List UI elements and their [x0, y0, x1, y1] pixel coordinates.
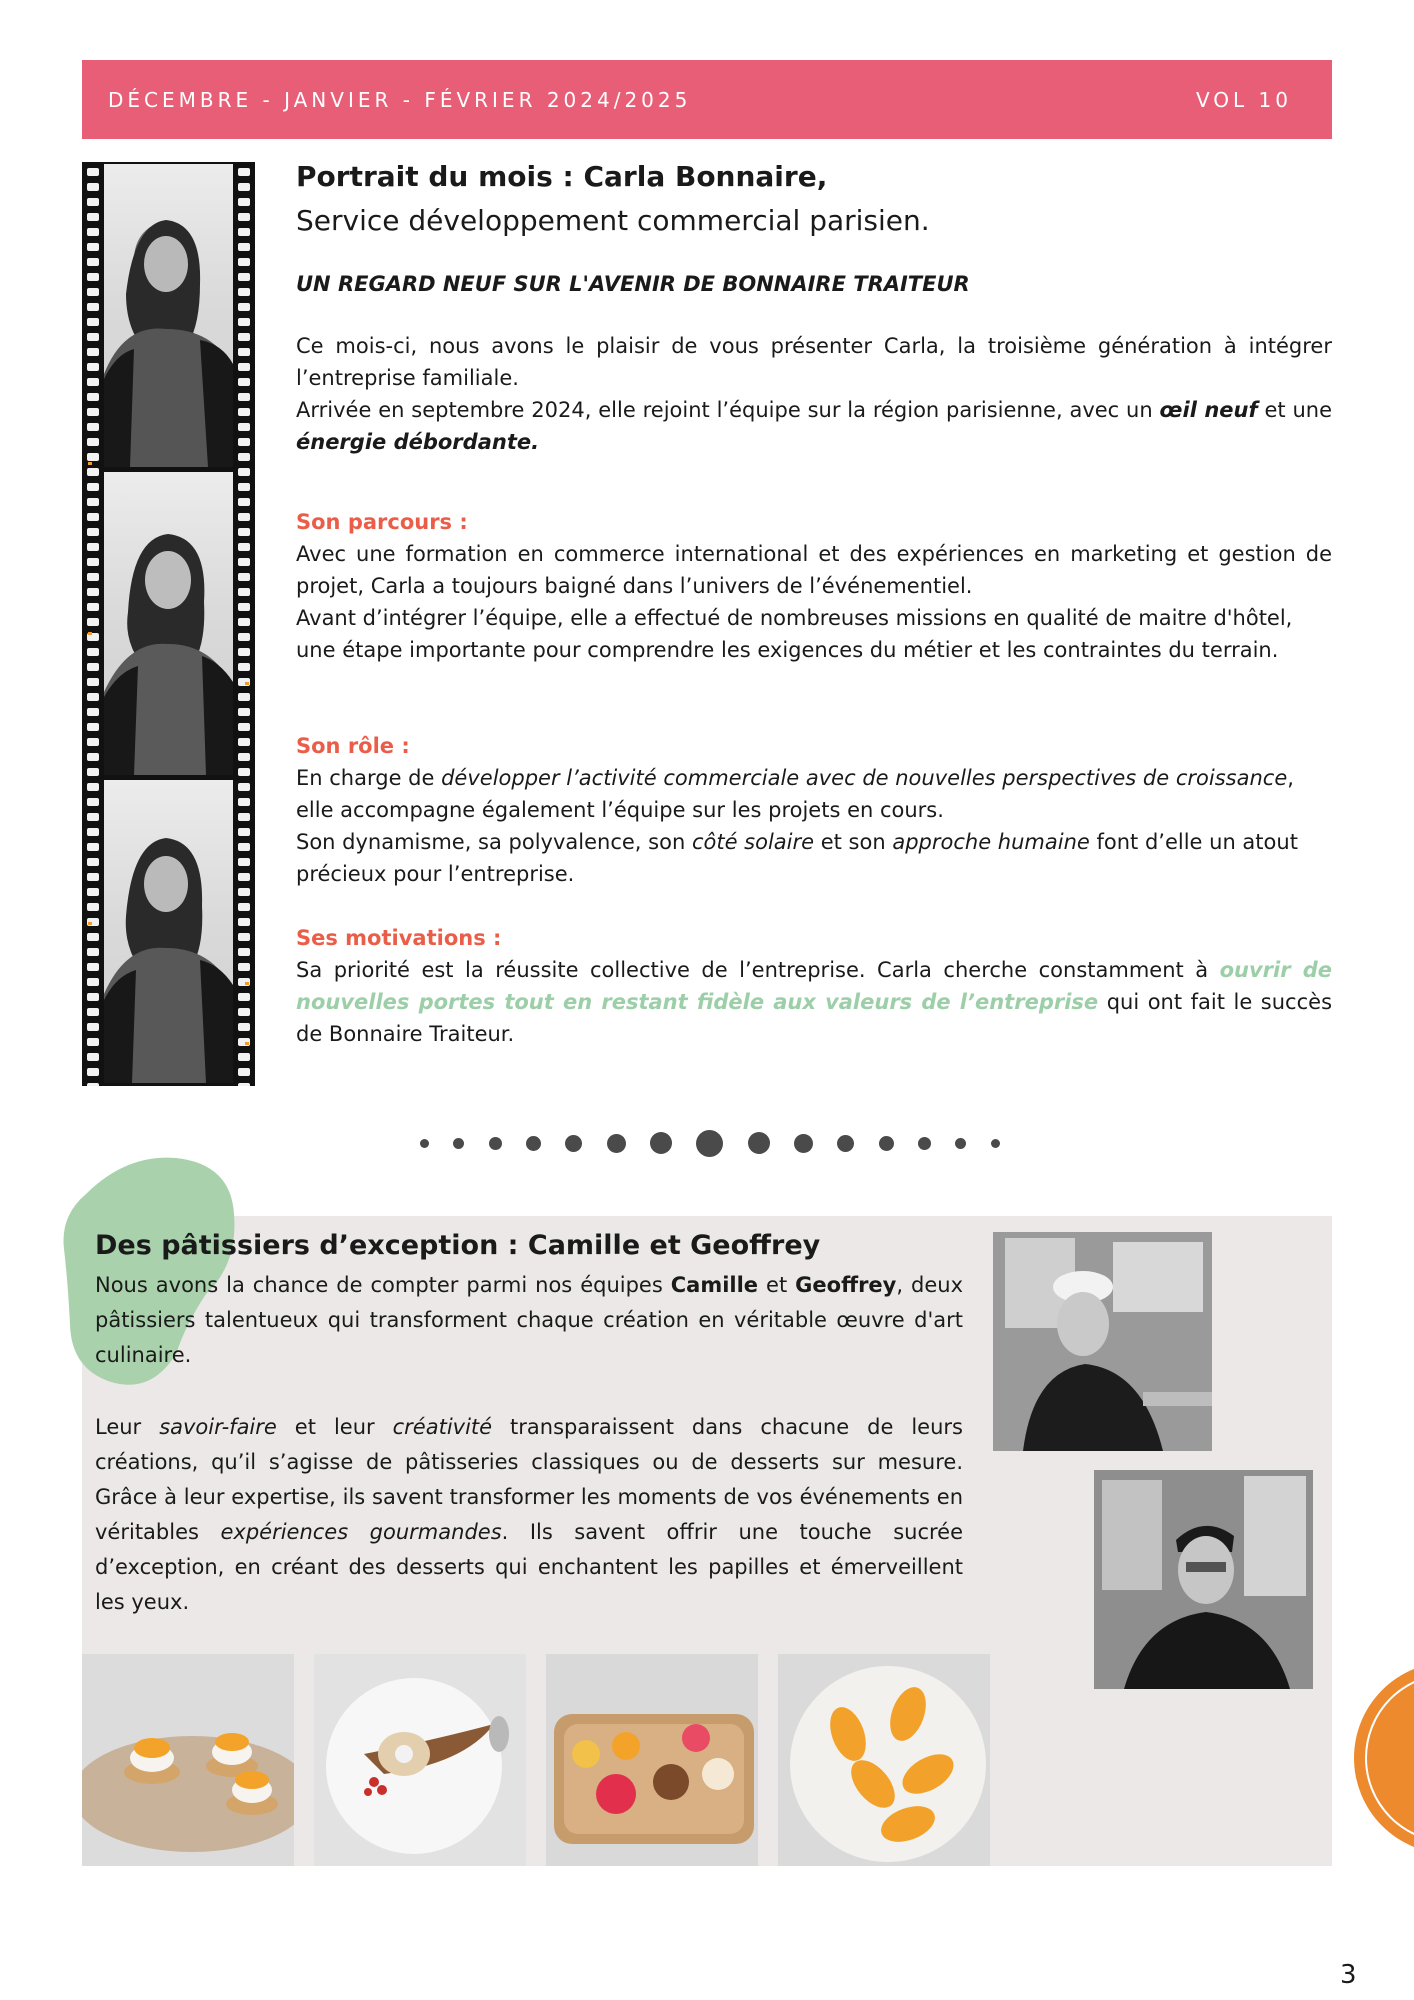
parcours-paragraph-1: Avec une formation en commerce international et des expériences en marketing et gestion de projet, Carla a toujours baigné dans l’univers de l’événementiel.: [296, 542, 1332, 598]
parcours-paragraph-2: Avant d’intégrer l’équipe, elle a effectué de nombreuses missions en qualité de maitre d'hôtel, une étape importante pour comprendre les exigences du métier et les contraintes du terrain.: [296, 606, 1293, 662]
dessert-photo-madeleines: [778, 1654, 990, 1866]
portrait-title: Portrait du mois : Carla Bonnaire,: [296, 160, 828, 193]
intro-paragraph-2: Arrivée en septembre 2024, elle rejoint l’équipe sur la région parisienne, avec un œil neuf et une énergie débordante.: [296, 398, 1332, 454]
section-parcours: [296, 506, 1332, 666]
film-strip-portraits: [82, 162, 255, 1086]
portrait-subtitle: Service développement commercial parisien.: [296, 204, 930, 237]
patissiers-paragraph-2: Leur savoir-faire et leur créativité transparaissent dans chacune de leurs créations, qu’il s’agisse de pâtisseries classiques ou de desserts sur mesure. Grâce à leur expertise, ils savent transformer les moments de vos événements en véritables expériences gourmandes. Ils savent offrir une touche sucrée d’exception, en créant des desserts qui enchantent les papilles et émerveillent les yeux.: [95, 1415, 963, 1614]
pastry-chef-photo-1: [993, 1232, 1212, 1451]
motivations-paragraph: Sa priorité est la réussite collective de l’entreprise. Carla cherche constamment à ouvrir de nouvelles portes tout en restant fidèle aux valeurs de l’entreprise qui ont fait le succès de Bonnaire Traiteur.: [296, 958, 1333, 1046]
patissiers-body: [95, 1410, 963, 1620]
dessert-photo-tartelettes: [82, 1654, 294, 1866]
volume-label: VOL 10: [1195, 87, 1292, 112]
portrait-photo-1: [104, 164, 233, 467]
section-motivations: [296, 922, 1332, 1050]
patissiers-intro: [95, 1268, 963, 1373]
portrait-kicker: UN REGARD NEUF SUR L'AVENIR DE BONNAIRE TRAITEUR: [296, 272, 970, 296]
dessert-photo-mignardises: [546, 1654, 758, 1866]
parcours-heading: Son parcours :: [296, 510, 468, 534]
dots-divider: [420, 1128, 1000, 1158]
motivations-heading: Ses motivations :: [296, 926, 502, 950]
dessert-photo-plated: [314, 1654, 526, 1866]
orange-circle-decoration: [1350, 1660, 1414, 1856]
portrait-intro: [296, 330, 1332, 458]
portrait-photo-3: [104, 780, 233, 1083]
page-number: 3: [1340, 1960, 1357, 1990]
intro-paragraph-1: Ce mois-ci, nous avons le plaisir de vous présenter Carla, la troisième génération à intégrer l’entreprise familiale.: [296, 334, 1332, 390]
role-paragraph-1: En charge de développer l’activité commerciale avec de nouvelles perspectives de croissance, elle accompagne également l’équipe sur les projets en cours.: [296, 766, 1294, 822]
pastry-chef-photo-2: [1094, 1470, 1313, 1689]
patissiers-paragraph-1: Nous avons la chance de compter parmi nos équipes Camille et Geoffrey, deux pâtissiers talentueux qui transforment chaque création en véritable œuvre d'art culinaire.: [95, 1273, 964, 1367]
patissiers-title: Des pâtissiers d’exception : Camille et Geoffrey: [95, 1230, 821, 1261]
issue-header-band: [82, 60, 1332, 139]
issue-dates: DÉCEMBRE - JANVIER - FÉVRIER 2024/2025: [108, 87, 692, 112]
portrait-photo-2: [104, 472, 233, 775]
role-heading: Son rôle :: [296, 734, 410, 758]
role-paragraph-2: Son dynamisme, sa polyvalence, son côté solaire et son approche humaine font d’elle un atout précieux pour l’entreprise.: [296, 830, 1298, 886]
section-role: [296, 730, 1332, 890]
